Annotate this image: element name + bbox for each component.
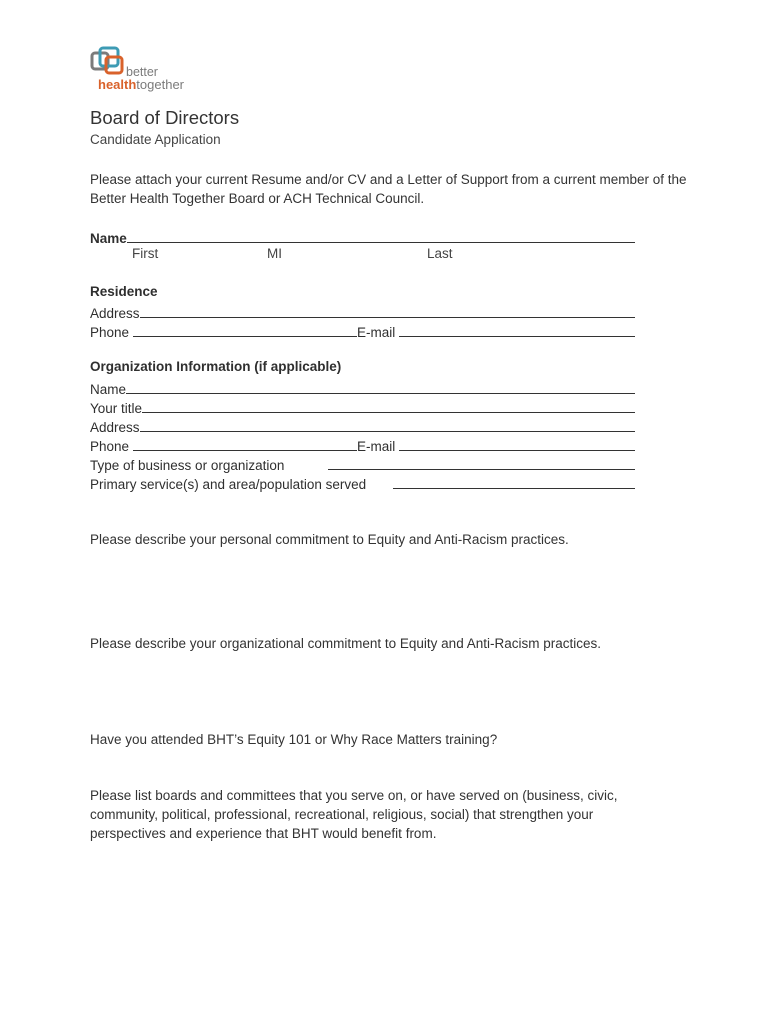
- residence-address-line[interactable]: [140, 304, 635, 318]
- page-subtitle: Candidate Application: [90, 132, 221, 147]
- residence-phone-label: Phone: [90, 325, 130, 340]
- org-email-line[interactable]: [399, 437, 635, 451]
- org-name-label: Name: [90, 382, 127, 397]
- first-sublabel: First: [132, 246, 159, 261]
- org-name-field[interactable]: [90, 378, 635, 397]
- question-organizational-commitment: Please describe your organizational commitment to Equity and Anti-Racism practices.: [90, 636, 601, 651]
- question-personal-commitment: Please describe your personal commitment to Equity and Anti-Racism practices.: [90, 532, 569, 547]
- org-title-label: Your title: [90, 401, 143, 416]
- organization-heading: Organization Information (if applicable): [90, 359, 342, 374]
- last-sublabel: Last: [427, 246, 453, 261]
- residence-heading: Residence: [90, 284, 158, 299]
- org-phone-line[interactable]: [133, 437, 357, 451]
- org-title-field[interactable]: [90, 397, 635, 416]
- intro-text: Please attach your current Resume and/or CV and a Letter of Support from a current member of the Better Health Together Board or ACH Technical Council.: [90, 172, 687, 206]
- org-title-line[interactable]: [142, 399, 635, 413]
- name-input-line[interactable]: [127, 229, 635, 243]
- org-business-type-line[interactable]: [328, 456, 635, 470]
- logo-text-better: better: [126, 65, 158, 79]
- org-address-field[interactable]: [90, 416, 635, 435]
- org-primary-service-label: Primary service(s) and area/population served: [90, 477, 367, 492]
- org-name-line[interactable]: [126, 380, 635, 394]
- org-email-label: E-mail: [357, 439, 396, 454]
- residence-address-field[interactable]: [90, 302, 635, 321]
- org-primary-service-field[interactable]: [90, 473, 635, 492]
- question-boards-committees: Please list boards and committees that you serve on, or have served on (business, civic, community, political, professional, recreational, religious, social) that strengthen your perspectives and experience that BHT would benefit from.: [90, 788, 618, 841]
- org-business-type-label: Type of business or organization: [90, 458, 285, 473]
- residence-phone-email-row: [90, 321, 635, 340]
- name-field[interactable]: [90, 227, 635, 246]
- question-equity-training: Have you attended BHT’s Equity 101 or Why Race Matters training?: [90, 732, 498, 747]
- residence-phone-line[interactable]: [133, 323, 357, 337]
- org-phone-email-row: [90, 435, 635, 454]
- logo: [90, 46, 200, 96]
- page-title: Board of Directors: [90, 107, 240, 128]
- logo-text-health-together: healthtogether: [98, 77, 184, 92]
- org-phone-label: Phone: [90, 439, 130, 454]
- org-business-type-field[interactable]: [90, 454, 635, 473]
- residence-email-line[interactable]: [399, 323, 635, 337]
- residence-address-label: Address: [90, 306, 140, 321]
- name-label: Name: [90, 231, 127, 246]
- org-address-label: Address: [90, 420, 140, 435]
- mi-sublabel: MI: [267, 246, 282, 261]
- org-address-line[interactable]: [140, 418, 635, 432]
- org-primary-service-line[interactable]: [393, 475, 635, 489]
- residence-email-label: E-mail: [357, 325, 396, 340]
